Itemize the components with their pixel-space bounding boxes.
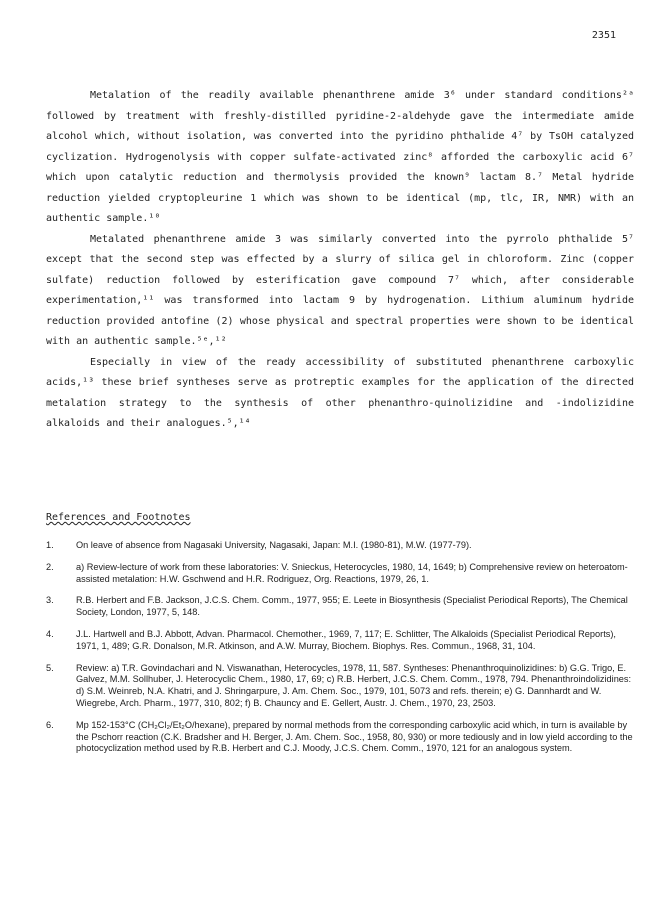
reference-item	[46, 595, 634, 619]
body-text	[46, 86, 634, 435]
reference-item	[46, 629, 634, 653]
reference-number: 4.	[46, 628, 54, 639]
reference-number: 2.	[46, 561, 54, 572]
reference-text: R.B. Herbert and F.B. Jackson, J.C.S. Chem. Comm., 1977, 955; E. Leete in Biosynthesis (Specialist Periodical Reports), The Chemical Society, London, 1977, 5, 148.	[76, 595, 628, 618]
reference-number: 1.	[46, 540, 54, 550]
page-number: 2351	[591, 30, 616, 41]
reference-item	[46, 562, 634, 586]
reference-text: On leave of absence from Nagasaki University, Nagasaki, Japan: M.I. (1980-81), M.W. (1977-79).	[76, 540, 472, 550]
reference-number: 6.	[46, 719, 54, 730]
reference-item	[46, 663, 634, 710]
reference-number: 3.	[46, 595, 54, 606]
references-list	[46, 540, 634, 765]
reference-item	[46, 720, 634, 755]
paragraph: Metalation of the readily available phenanthrene amide 3⁶ under standard conditions²ᵃ followed by treatment with freshly-distilled pyridine-2-aldehyde gave the intermediate amide alcohol which, without isolation, was converted into the pyridino phthalide 4⁷ by TsOH catalyzed cyclization. Hydrogenolysis with copper sulfate-activated zinc⁸ afforded the carboxylic acid 6⁷ which upon catalytic reduction and thermolysis provided the known⁹ lactam 8.⁷ Metal hydride reduction yielded cryptopleurine 1 which was shown to be identical (mp, tlc, IR, NMR) with an authentic sample.¹⁰	[46, 90, 634, 224]
reference-text: Mp 152-153°C (CH₂Cl₂/Et₂O/hexane), prepared by normal methods from the corresponding carboxylic acid which, in turn is available by the Pschorr reaction (C.K. Bradsher and H. Berger, J. Am. Chem. Soc., 1958, 80, 930) or more tediously and in low yield according to the photocyclization method used by R.B. Herbert and C.J. Moody, J.C.S. Chem. Comm., 1970, 121 for an analogous system.	[76, 719, 633, 754]
reference-text: a) Review-lecture of work from these laboratories: V. Snieckus, Heterocycles, 1980, 14, 1649; b) Comprehensive review on heteroatom-assisted metalation: H.W. Gschwend and H.R. Rodriguez, Org. Reactions, 1979, 26, 1.	[76, 561, 628, 584]
paragraph: Especially in view of the ready accessibility of substituted phenanthrene carboxylic acids,¹³ these brief syntheses serve as protreptic examples for the application of the directed metalation strategy to the synthesis of other phenanthro-quinolizidine and -indolizidine alkaloids and their analogues.⁵,¹⁴	[46, 356, 634, 429]
reference-text: Review: a) T.R. Govindachari and N. Viswanathan, Heterocycles, 1978, 11, 587. Syntheses: Phenanthroquinolizidines: b) G.G. Trigo, E. Galvez, M.M. Sollhuber, J. Heterocyclic Chem., 1980, 17, 69; c) R.B. Herbert, J.C.S. Chem. Comm., 1978, 794. Phenanthroindolizidines: d) S.M. Weinreb, N.A. Khatri, and J. Shringarpure, J. Am. Chem. Soc., 1979, 101, 5073 and refs. therein; e) G. Dannhardt and W. Wiegrebe, Arch. Pharm., 1977, 310, 802; f) B. Chauncy and E. Gellert, Austr. J. Chem., 1970, 23, 2503.	[76, 662, 632, 708]
paragraph: Metalated phenanthrene amide 3 was similarly converted into the pyrrolo phthalide 5⁷ except that the second step was effected by a slurry of silica gel in chloroform. Zinc (copper sulfate) reduction followed by esterification gave compound 7⁷ which, after considerable experimentation,¹¹ was transformed into lactam 9 by hydrogenation. Lithium aluminum hydride reduction provided antofine (2) whose physical and spectral properties were shown to be identical with an authentic sample.⁵ᵉ,¹²	[46, 233, 634, 347]
references-heading: References and Footnotes	[46, 512, 191, 523]
reference-number: 5.	[46, 662, 54, 673]
reference-item	[46, 540, 634, 552]
reference-text: J.L. Hartwell and B.J. Abbott, Advan. Pharmacol. Chemother., 1969, 7, 117; E. Schlitter, The Alkaloids (Specialist Periodical Reports), 1971, 1, 489; G.R. Donalson, M.R. Atkinson, and A.W. Murray, Biochem. Biophys. Res. Commun., 1968, 31, 104.	[76, 628, 616, 651]
